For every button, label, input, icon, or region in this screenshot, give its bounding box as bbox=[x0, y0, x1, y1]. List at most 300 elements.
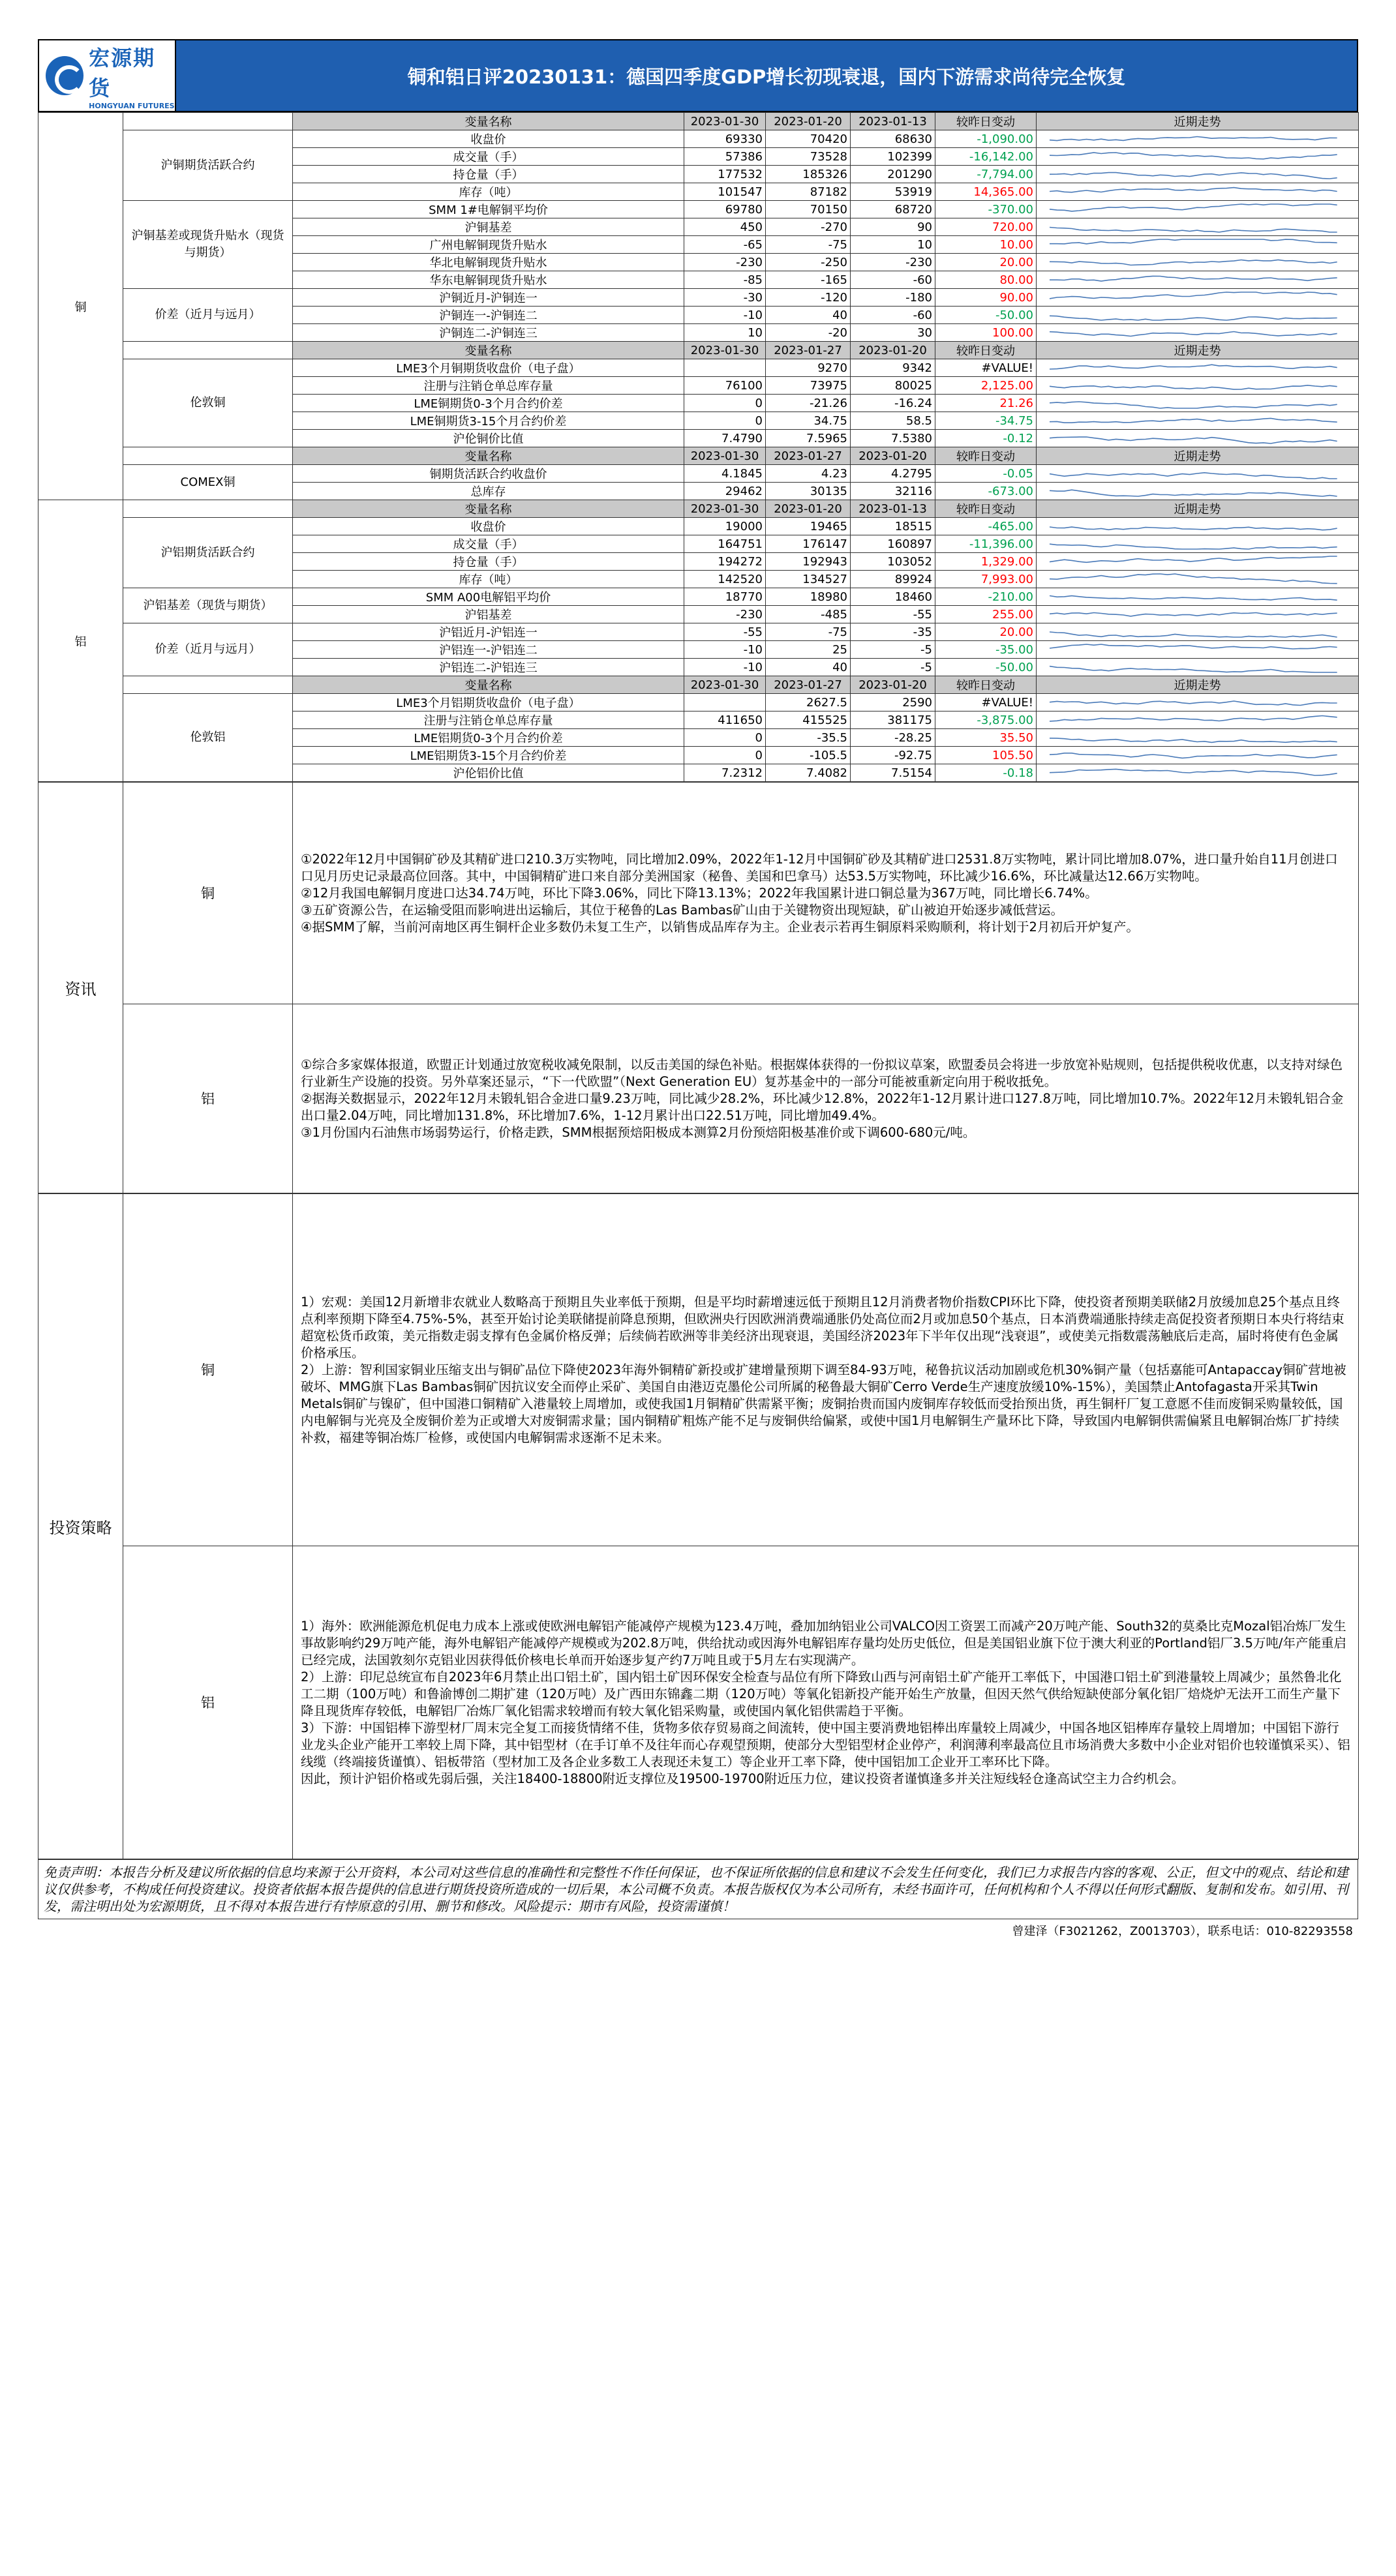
trend-sparkline-svg bbox=[1037, 554, 1356, 569]
variable-name: LME3个月铜期货收盘价（电子盘） bbox=[293, 359, 684, 377]
group-label: 沪铜基差或现货升贴水（现货与期货） bbox=[123, 201, 293, 289]
col-header-date2: 2023-01-27 bbox=[766, 676, 851, 694]
variable-name: 注册与注销仓单总库存量 bbox=[293, 377, 684, 395]
copper-section-label: 铜 bbox=[38, 113, 123, 500]
variable-name: LME3个月铝期货收盘价（电子盘） bbox=[293, 694, 684, 711]
value-change: -465.00 bbox=[935, 518, 1037, 535]
value-date1: 7.2312 bbox=[684, 764, 766, 782]
group-label: 价差（近月与远月） bbox=[123, 623, 293, 676]
trend-sparkline-svg bbox=[1037, 466, 1356, 481]
variable-name: 沪铜基差 bbox=[293, 218, 684, 236]
trend-sparkline-svg bbox=[1037, 290, 1356, 305]
trend-sparkline-svg bbox=[1037, 378, 1356, 393]
trend-sparkline bbox=[1037, 236, 1359, 254]
variable-name: 沪伦铝价比值 bbox=[293, 764, 684, 782]
trend-sparkline bbox=[1037, 218, 1359, 236]
value-change: 255.00 bbox=[935, 606, 1037, 623]
trend-sparkline bbox=[1037, 535, 1359, 553]
logo-en-text: HONGYUAN FUTURES bbox=[89, 101, 175, 110]
variable-name: 沪铜近月-沪铜连一 bbox=[293, 289, 684, 307]
value-date3: -35 bbox=[851, 623, 935, 641]
value-change: 20.00 bbox=[935, 623, 1037, 641]
trend-sparkline bbox=[1037, 606, 1359, 623]
value-date1: 10 bbox=[684, 324, 766, 342]
value-date1: -10 bbox=[684, 659, 766, 676]
value-date3: -230 bbox=[851, 254, 935, 271]
value-date3: -5 bbox=[851, 641, 935, 659]
value-change: -3,875.00 bbox=[935, 711, 1037, 729]
trend-sparkline-svg bbox=[1037, 325, 1356, 340]
value-change: -0.18 bbox=[935, 764, 1037, 782]
strategy-aluminum-item: 3）下游：中国铝棒下游型材厂周末完全复工而接货情绪不佳，货物多依存贸易商之间流转，使中国主要消费地铝棒出库量较上周减少，中国各地区铝棒库存量较上周增加；中国铝下游行业龙头企业产能开工率较上周下降，其中铝型材（在手订单不及往年而心存观望预期，使部分大型铝型材企业停产，利润薄利率最高位且市场消费大多数中小企业对铝价也较谨慎采买）、铝线缆（终端接货谨慎）、铝板带箔（型材加工及各企业多数工人表现还未复工）等企业开工率下降，使中国铝加工企业开工率环比下降。 bbox=[301, 1720, 1350, 1769]
value-date3: 7.5380 bbox=[851, 430, 935, 447]
value-date3: -28.25 bbox=[851, 729, 935, 747]
variable-name: 库存（吨） bbox=[293, 571, 684, 588]
trend-sparkline-svg bbox=[1037, 149, 1356, 164]
col-header-date2: 2023-01-20 bbox=[766, 113, 851, 130]
trend-sparkline bbox=[1037, 412, 1359, 430]
header-blank bbox=[123, 676, 293, 694]
value-date2: 70420 bbox=[766, 130, 851, 148]
value-date1: 69330 bbox=[684, 130, 766, 148]
news-copper-item: ②12月我国电解铜月度进口达34.74万吨，环比下降3.06%，同比下降13.13%；2022年我国累计进口铜总量为367万吨，同比增长6.74%。 bbox=[301, 885, 1098, 901]
value-date1: -10 bbox=[684, 307, 766, 324]
variable-name: 沪铜连二-沪铜连三 bbox=[293, 324, 684, 342]
value-date3: -5 bbox=[851, 659, 935, 676]
value-change: 2,125.00 bbox=[935, 377, 1037, 395]
value-change: -1,090.00 bbox=[935, 130, 1037, 148]
news-copper-item: ①2022年12月中国铜矿砂及其精矿进口210.3万实物吨，同比增加2.09%，2022年1-12月中国铜矿砂及其精矿进口2531.8万实物吨，累计同比增加8.07%，进口量升始自11月创进口口见月历史记录最高位回落。其中，中国铜精矿进口来自部分美洲国家（秘鲁、美国和巴拿马）达53.5万实物吨，环比减少16.6%，环比减量达12.66万实物吨。 bbox=[301, 851, 1338, 884]
value-change: 35.50 bbox=[935, 729, 1037, 747]
group-label: 沪铜期货活跃合约 bbox=[123, 130, 293, 201]
variable-name: LME铜期货3-15个月合约价差 bbox=[293, 412, 684, 430]
variable-name: 成交量（手） bbox=[293, 148, 684, 166]
news-label: 资讯 bbox=[38, 783, 123, 1193]
header-blank bbox=[123, 500, 293, 518]
logo-icon bbox=[46, 56, 83, 95]
value-date3: -60 bbox=[851, 307, 935, 324]
group-label: COMEX铜 bbox=[123, 465, 293, 500]
variable-name: 注册与注销仓单总库存量 bbox=[293, 711, 684, 729]
trend-sparkline bbox=[1037, 711, 1359, 729]
value-date3: -92.75 bbox=[851, 747, 935, 764]
value-date3: 68630 bbox=[851, 130, 935, 148]
variable-name: LME铝期货3-15个月合约价差 bbox=[293, 747, 684, 764]
col-header-date2: 2023-01-27 bbox=[766, 447, 851, 465]
value-date3: 103052 bbox=[851, 553, 935, 571]
trend-sparkline bbox=[1037, 307, 1359, 324]
strategy-section bbox=[38, 1193, 1359, 1859]
table-header-row bbox=[38, 447, 1359, 465]
value-date1: 19000 bbox=[684, 518, 766, 535]
trend-sparkline-svg bbox=[1037, 537, 1356, 551]
strategy-aluminum-text bbox=[293, 1546, 1359, 1859]
col-header-date1: 2023-01-30 bbox=[684, 113, 766, 130]
value-date2: 30135 bbox=[766, 483, 851, 500]
variable-name: LME铜期货0-3个月合约价差 bbox=[293, 395, 684, 412]
value-date3: 201290 bbox=[851, 166, 935, 183]
value-date2: 19465 bbox=[766, 518, 851, 535]
value-date2: 7.5965 bbox=[766, 430, 851, 447]
value-date2: 7.4082 bbox=[766, 764, 851, 782]
value-date2: 9270 bbox=[766, 359, 851, 377]
strategy-aluminum-item: 1）海外：欧洲能源危机促电力成本上涨或使欧洲电解铝产能减停产规模为123.4万吨，叠加加纳铝业公司VALCO因工资罢工而减产20万吨产能、South32的莫桑比克Mozal铝冶炼厂发生事故影响约29万吨产能，海外电解铝产能减停产规模或为202.8万吨，供给扰动或因海外电解铝库存量均处历史低位，但是美国铝业旗下位于澳大利亚的Portland铝厂3.5万吨/年产能重启已经完成，法国敦刻尔克铝业因获得低价核电长单而开始逐步复产约7万吨且或于5月左右实现满产。 bbox=[301, 1618, 1346, 1668]
value-change: -50.00 bbox=[935, 659, 1037, 676]
value-change: 14,365.00 bbox=[935, 183, 1037, 201]
trend-sparkline bbox=[1037, 183, 1359, 201]
news-aluminum-item: ③1月份国内石油焦市场弱势运行，价格走跌，SMM根据预焙阳极成本测算2月份预焙阳极基准价或下调600-680元/吨。 bbox=[301, 1124, 976, 1140]
value-change: -0.12 bbox=[935, 430, 1037, 447]
value-date3: 32116 bbox=[851, 483, 935, 500]
col-header-change: 较昨日变动 bbox=[935, 500, 1037, 518]
value-date2: 40 bbox=[766, 659, 851, 676]
table-header-row bbox=[38, 676, 1359, 694]
trend-sparkline bbox=[1037, 130, 1359, 148]
table-row bbox=[38, 359, 1359, 377]
value-date1: 18770 bbox=[684, 588, 766, 606]
table-row bbox=[38, 130, 1359, 148]
variable-name: 沪铝近月-沪铝连一 bbox=[293, 623, 684, 641]
value-date3: -180 bbox=[851, 289, 935, 307]
col-header-date1: 2023-01-30 bbox=[684, 342, 766, 359]
table-row bbox=[38, 623, 1359, 641]
header-blank bbox=[123, 447, 293, 465]
col-header-change: 较昨日变动 bbox=[935, 342, 1037, 359]
variable-name: 广州电解铜现货升贴水 bbox=[293, 236, 684, 254]
trend-sparkline-svg bbox=[1037, 625, 1356, 639]
trend-sparkline-svg bbox=[1037, 361, 1356, 375]
value-change: -370.00 bbox=[935, 201, 1037, 218]
value-date2: 2627.5 bbox=[766, 694, 851, 711]
value-change: -16,142.00 bbox=[935, 148, 1037, 166]
value-date1: 450 bbox=[684, 218, 766, 236]
group-label: 价差（近月与远月） bbox=[123, 289, 293, 342]
variable-name: 持仓量（手） bbox=[293, 553, 684, 571]
trend-sparkline bbox=[1037, 518, 1359, 535]
value-change: 90.00 bbox=[935, 289, 1037, 307]
value-date3: 80025 bbox=[851, 377, 935, 395]
trend-sparkline bbox=[1037, 395, 1359, 412]
news-section bbox=[38, 782, 1359, 1193]
variable-name: SMM A00电解铝平均价 bbox=[293, 588, 684, 606]
value-date2: 87182 bbox=[766, 183, 851, 201]
col-header-name: 变量名称 bbox=[293, 676, 684, 694]
variable-name: 收盘价 bbox=[293, 518, 684, 535]
col-header-name: 变量名称 bbox=[293, 500, 684, 518]
value-change: 1,329.00 bbox=[935, 553, 1037, 571]
trend-sparkline-svg bbox=[1037, 713, 1356, 727]
logo-cn-text: 宏源期货 bbox=[89, 45, 156, 100]
value-date2: -21.26 bbox=[766, 395, 851, 412]
variable-name: SMM 1#电解铜平均价 bbox=[293, 201, 684, 218]
variable-name: 沪铝连一-沪铝连二 bbox=[293, 641, 684, 659]
value-date2: -75 bbox=[766, 623, 851, 641]
value-date3: 7.5154 bbox=[851, 764, 935, 782]
news-copper-item: ③五矿资源公告，在运输受阻而影响进出运输后，其位于秘鲁的Las Bambas矿山由于关键物资出现短缺，矿山被迫开始逐步减低营运。 bbox=[301, 902, 1063, 918]
value-change: 7,993.00 bbox=[935, 571, 1037, 588]
trend-sparkline bbox=[1037, 659, 1359, 676]
value-date1: 69780 bbox=[684, 201, 766, 218]
group-label: 伦敦铝 bbox=[123, 694, 293, 782]
news-aluminum-text bbox=[293, 1004, 1359, 1193]
variable-name: 华北电解铜现货升贴水 bbox=[293, 254, 684, 271]
trend-sparkline-svg bbox=[1037, 132, 1356, 146]
value-date3: 9342 bbox=[851, 359, 935, 377]
value-change: -7,794.00 bbox=[935, 166, 1037, 183]
value-date1: 411650 bbox=[684, 711, 766, 729]
value-change: -35.00 bbox=[935, 641, 1037, 659]
trend-sparkline bbox=[1037, 254, 1359, 271]
strategy-aluminum-label: 铝 bbox=[123, 1546, 293, 1859]
report-page bbox=[38, 39, 1358, 1941]
value-date2: -75 bbox=[766, 236, 851, 254]
header-blank bbox=[123, 113, 293, 130]
trend-sparkline-svg bbox=[1037, 220, 1356, 234]
value-date2: -165 bbox=[766, 271, 851, 289]
group-label: 伦敦铜 bbox=[123, 359, 293, 447]
variable-name: 沪伦铜价比值 bbox=[293, 430, 684, 447]
value-date2: 134527 bbox=[766, 571, 851, 588]
variable-name: 总库存 bbox=[293, 483, 684, 500]
value-date1: -230 bbox=[684, 254, 766, 271]
col-header-date3: 2023-01-20 bbox=[851, 676, 935, 694]
value-change: -210.00 bbox=[935, 588, 1037, 606]
value-change: -50.00 bbox=[935, 307, 1037, 324]
trend-sparkline bbox=[1037, 430, 1359, 447]
col-header-date3: 2023-01-13 bbox=[851, 500, 935, 518]
value-date2: -20 bbox=[766, 324, 851, 342]
col-header-trend: 近期走势 bbox=[1037, 113, 1359, 130]
value-change: 100.00 bbox=[935, 324, 1037, 342]
market-data-table bbox=[38, 112, 1359, 782]
trend-sparkline-svg bbox=[1037, 396, 1356, 410]
value-change: -34.75 bbox=[935, 412, 1037, 430]
value-date3: 18460 bbox=[851, 588, 935, 606]
trend-sparkline-svg bbox=[1037, 202, 1356, 217]
trend-sparkline-svg bbox=[1037, 273, 1356, 287]
news-copper-item: ④据SMM了解，当前河南地区再生铜杆企业多数仍未复工生产，以销售成品库存为主。企业表示若再生铜原料采购顺利，将计划于2月初后开炉复产。 bbox=[301, 919, 1139, 935]
value-date2: 192943 bbox=[766, 553, 851, 571]
value-change: 105.50 bbox=[935, 747, 1037, 764]
trend-sparkline bbox=[1037, 641, 1359, 659]
trend-sparkline-svg bbox=[1037, 695, 1356, 710]
value-date3: -16.24 bbox=[851, 395, 935, 412]
col-header-name: 变量名称 bbox=[293, 447, 684, 465]
value-date2: -270 bbox=[766, 218, 851, 236]
strategy-label: 投资策略 bbox=[38, 1194, 123, 1859]
value-date2: 73528 bbox=[766, 148, 851, 166]
col-header-change: 较昨日变动 bbox=[935, 113, 1037, 130]
value-date2: 415525 bbox=[766, 711, 851, 729]
table-row bbox=[38, 518, 1359, 535]
trend-sparkline bbox=[1037, 694, 1359, 711]
col-header-date3: 2023-01-13 bbox=[851, 113, 935, 130]
value-change: 720.00 bbox=[935, 218, 1037, 236]
trend-sparkline bbox=[1037, 588, 1359, 606]
trend-sparkline-svg bbox=[1037, 431, 1356, 445]
variable-name: 沪铝连二-沪铝连三 bbox=[293, 659, 684, 676]
value-date1: 0 bbox=[684, 412, 766, 430]
col-header-change: 较昨日变动 bbox=[935, 447, 1037, 465]
variable-name: 沪铝基差 bbox=[293, 606, 684, 623]
variable-name: 华东电解铜现货升贴水 bbox=[293, 271, 684, 289]
value-date1: 177532 bbox=[684, 166, 766, 183]
value-date3: 30 bbox=[851, 324, 935, 342]
col-header-date2: 2023-01-27 bbox=[766, 342, 851, 359]
news-aluminum-label: 铝 bbox=[123, 1004, 293, 1193]
value-date3: 10 bbox=[851, 236, 935, 254]
trend-sparkline bbox=[1037, 483, 1359, 500]
value-date3: 18515 bbox=[851, 518, 935, 535]
value-date3: -55 bbox=[851, 606, 935, 623]
value-date1: -65 bbox=[684, 236, 766, 254]
trend-sparkline bbox=[1037, 747, 1359, 764]
table-header-row bbox=[38, 113, 1359, 130]
trend-sparkline bbox=[1037, 764, 1359, 782]
value-date1: 0 bbox=[684, 395, 766, 412]
trend-sparkline bbox=[1037, 271, 1359, 289]
trend-sparkline-svg bbox=[1037, 660, 1356, 674]
trend-sparkline bbox=[1037, 377, 1359, 395]
group-label: 沪铝期货活跃合约 bbox=[123, 518, 293, 588]
value-date2: 176147 bbox=[766, 535, 851, 553]
company-logo bbox=[39, 40, 176, 111]
table-row bbox=[38, 289, 1359, 307]
contact-info: 曾建泽（F3021262，Z0013703），联系电话：010-82293558 bbox=[1012, 1925, 1353, 1938]
group-label: 沪铝基差（现货与期货） bbox=[123, 588, 293, 623]
news-copper-text bbox=[293, 783, 1359, 1004]
col-header-name: 变量名称 bbox=[293, 342, 684, 359]
col-header-date3: 2023-01-20 bbox=[851, 342, 935, 359]
value-date3: 4.2795 bbox=[851, 465, 935, 483]
value-change: 80.00 bbox=[935, 271, 1037, 289]
value-date1: -85 bbox=[684, 271, 766, 289]
variable-name: 收盘价 bbox=[293, 130, 684, 148]
disclaimer-text: 免责声明：本报告分析及建议所依据的信息均来源于公开资料，本公司对这些信息的准确性和完整性不作任何保证，也不保证所依据的信息和建议不会发生任何变化，我们已力求报告内容的客观、公正，但文中的观点、结论和建议仅供参考，不构成任何投资建议。投资者依据本报告提供的信息进行期货投资所造成的一切后果，本公司概不负责。本报告版权仅为本公司所有，未经书面许可，任何机构和个人不得以任何形式翻版、复制和发布。如引用、刊发，需注明出处为宏源期货，且不得对本报告进行有悖原意的引用、删节和修改。风险提示：期市有风险，投资需谨慎！ bbox=[38, 1859, 1358, 1919]
value-date1: 101547 bbox=[684, 183, 766, 201]
value-date2: -485 bbox=[766, 606, 851, 623]
value-date3: 68720 bbox=[851, 201, 935, 218]
table-header-row bbox=[38, 500, 1359, 518]
trend-sparkline-svg bbox=[1037, 308, 1356, 322]
col-header-date2: 2023-01-20 bbox=[766, 500, 851, 518]
trend-sparkline-svg bbox=[1037, 484, 1356, 498]
value-date2: 70150 bbox=[766, 201, 851, 218]
report-title: 铜和铝日评20230131：德国四季度GDP增长初现衰退，国内下游需求尚待完全恢复 bbox=[176, 40, 1357, 111]
col-header-name: 变量名称 bbox=[293, 113, 684, 130]
col-header-trend: 近期走势 bbox=[1037, 500, 1359, 518]
value-date1: 29462 bbox=[684, 483, 766, 500]
value-date1: 4.1845 bbox=[684, 465, 766, 483]
value-date3: 2590 bbox=[851, 694, 935, 711]
trend-sparkline-svg bbox=[1037, 167, 1356, 181]
value-date1: 7.4790 bbox=[684, 430, 766, 447]
trend-sparkline bbox=[1037, 148, 1359, 166]
value-change: #VALUE! bbox=[935, 694, 1037, 711]
trend-sparkline bbox=[1037, 289, 1359, 307]
value-date2: 185326 bbox=[766, 166, 851, 183]
trend-sparkline-svg bbox=[1037, 590, 1356, 604]
value-date1: 76100 bbox=[684, 377, 766, 395]
strategy-copper-label: 铜 bbox=[123, 1194, 293, 1546]
value-date1: 57386 bbox=[684, 148, 766, 166]
value-change: #VALUE! bbox=[935, 359, 1037, 377]
value-date2: 25 bbox=[766, 641, 851, 659]
value-date3: 381175 bbox=[851, 711, 935, 729]
trend-sparkline bbox=[1037, 324, 1359, 342]
value-change: -0.05 bbox=[935, 465, 1037, 483]
value-date1: -30 bbox=[684, 289, 766, 307]
col-header-date1: 2023-01-30 bbox=[684, 676, 766, 694]
value-date1: 194272 bbox=[684, 553, 766, 571]
value-date2: -105.5 bbox=[766, 747, 851, 764]
table-header-row bbox=[38, 342, 1359, 359]
value-change: 21.26 bbox=[935, 395, 1037, 412]
col-header-trend: 近期走势 bbox=[1037, 342, 1359, 359]
trend-sparkline bbox=[1037, 201, 1359, 218]
trend-sparkline-svg bbox=[1037, 748, 1356, 762]
trend-sparkline-svg bbox=[1037, 572, 1356, 586]
news-aluminum-item: ②据海关数据显示，2022年12月未锻轧铝合金进口量9.23万吨，同比减少28.2%，环比减少12.8%，2022年1-12月累计进口127.8万吨，同比增加10.7%。2022年12月未锻轧铝合金出口量2.04万吨，同比增加131.8%，环比增加7.6%，1-12月累计出口22.51万吨，同比增加49.4%。 bbox=[301, 1090, 1344, 1123]
value-change: 20.00 bbox=[935, 254, 1037, 271]
header-blank bbox=[123, 342, 293, 359]
value-date3: 90 bbox=[851, 218, 935, 236]
col-header-date3: 2023-01-20 bbox=[851, 447, 935, 465]
col-header-date1: 2023-01-30 bbox=[684, 447, 766, 465]
trend-sparkline bbox=[1037, 623, 1359, 641]
variable-name: LME铝期货0-3个月合约价差 bbox=[293, 729, 684, 747]
strategy-copper-item: 2）上游：智利国家铜业压缩支出与铜矿品位下降使2023年海外铜精矿新投或扩建增量预期下调至84-93万吨，秘鲁抗议活动加剧或危机30%铜产量（包括嘉能可Antapaccay铜矿营地被破坏、MMG旗下Las Bambas铜矿因抗议安全而停止采矿、美国自由港迈克墨伦公司所属的秘鲁最大铜矿Cerro Verde生产速度放缓10%-15%），美国禁止Antofagasta开采其Twin Metals铜矿与镍矿，但中国港口铜精矿入港量较上周增加，或使我国1月铜精矿供需紧平衡；废铜抬贵而国内废铜库存较低而受抬预出货，再生铜杆厂复工意愿不佳而废铜采购量较低，国内电解铜与光亮及全废铜价差为正或增大对废铜需求量；国内铜精矿粗炼产能不足与废铜供给偏紧，或使中国1月电解铜生产量环比下降，导致国内电解铜供需偏紧且电解铜冶炼厂扩持续补救，福建等铜冶炼厂检修，或使国内电解铜需求逐渐不足未来。 bbox=[301, 1362, 1346, 1445]
value-date3: 53919 bbox=[851, 183, 935, 201]
value-date1 bbox=[684, 694, 766, 711]
table-row bbox=[38, 694, 1359, 711]
trend-sparkline-svg bbox=[1037, 766, 1356, 780]
value-date2: 40 bbox=[766, 307, 851, 324]
trend-sparkline-svg bbox=[1037, 607, 1356, 622]
trend-sparkline bbox=[1037, 166, 1359, 183]
aluminum-section-label: 铝 bbox=[38, 500, 123, 782]
variable-name: 持仓量（手） bbox=[293, 166, 684, 183]
trend-sparkline bbox=[1037, 571, 1359, 588]
trend-sparkline-svg bbox=[1037, 730, 1356, 745]
trend-sparkline-svg bbox=[1037, 642, 1356, 657]
trend-sparkline bbox=[1037, 359, 1359, 377]
value-date1: -10 bbox=[684, 641, 766, 659]
trend-sparkline-svg bbox=[1037, 413, 1356, 428]
value-date3: 89924 bbox=[851, 571, 935, 588]
value-date2: 18980 bbox=[766, 588, 851, 606]
trend-sparkline-svg bbox=[1037, 519, 1356, 533]
col-header-trend: 近期走势 bbox=[1037, 676, 1359, 694]
variable-name: 成交量（手） bbox=[293, 535, 684, 553]
trend-sparkline bbox=[1037, 553, 1359, 571]
value-date1: -55 bbox=[684, 623, 766, 641]
trend-sparkline bbox=[1037, 465, 1359, 483]
value-date3: 58.5 bbox=[851, 412, 935, 430]
value-date3: 102399 bbox=[851, 148, 935, 166]
table-row bbox=[38, 465, 1359, 483]
news-aluminum-item: ①综合多家媒体报道，欧盟正计划通过放宽税收减免限制，以反击美国的绿色补贴。根据媒体获得的一份拟议草案，欧盟委员会将进一步放宽补贴规则，包括提供税收优惠，以支持对绿色行业新生产设施的投资。另外草案还显示，“下一代欧盟”（Next Generation EU）复苏基金中的一部分可能被重新定向用于税收抵免。 bbox=[301, 1056, 1343, 1089]
col-header-date1: 2023-01-30 bbox=[684, 500, 766, 518]
strategy-aluminum-item: 因此，预计沪铝价格或先弱后强，关注18400-18800附近支撑位及19500-19700附近压力位，建议投资者谨慎逢多并关注短线轻仓逢高试空主力合约机会。 bbox=[301, 1771, 1185, 1786]
value-date1: 0 bbox=[684, 729, 766, 747]
value-date1 bbox=[684, 359, 766, 377]
trend-sparkline-svg bbox=[1037, 237, 1356, 252]
table-row bbox=[38, 201, 1359, 218]
variable-name: 沪铜连一-沪铜连二 bbox=[293, 307, 684, 324]
col-header-trend: 近期走势 bbox=[1037, 447, 1359, 465]
col-header-change: 较昨日变动 bbox=[935, 676, 1037, 694]
